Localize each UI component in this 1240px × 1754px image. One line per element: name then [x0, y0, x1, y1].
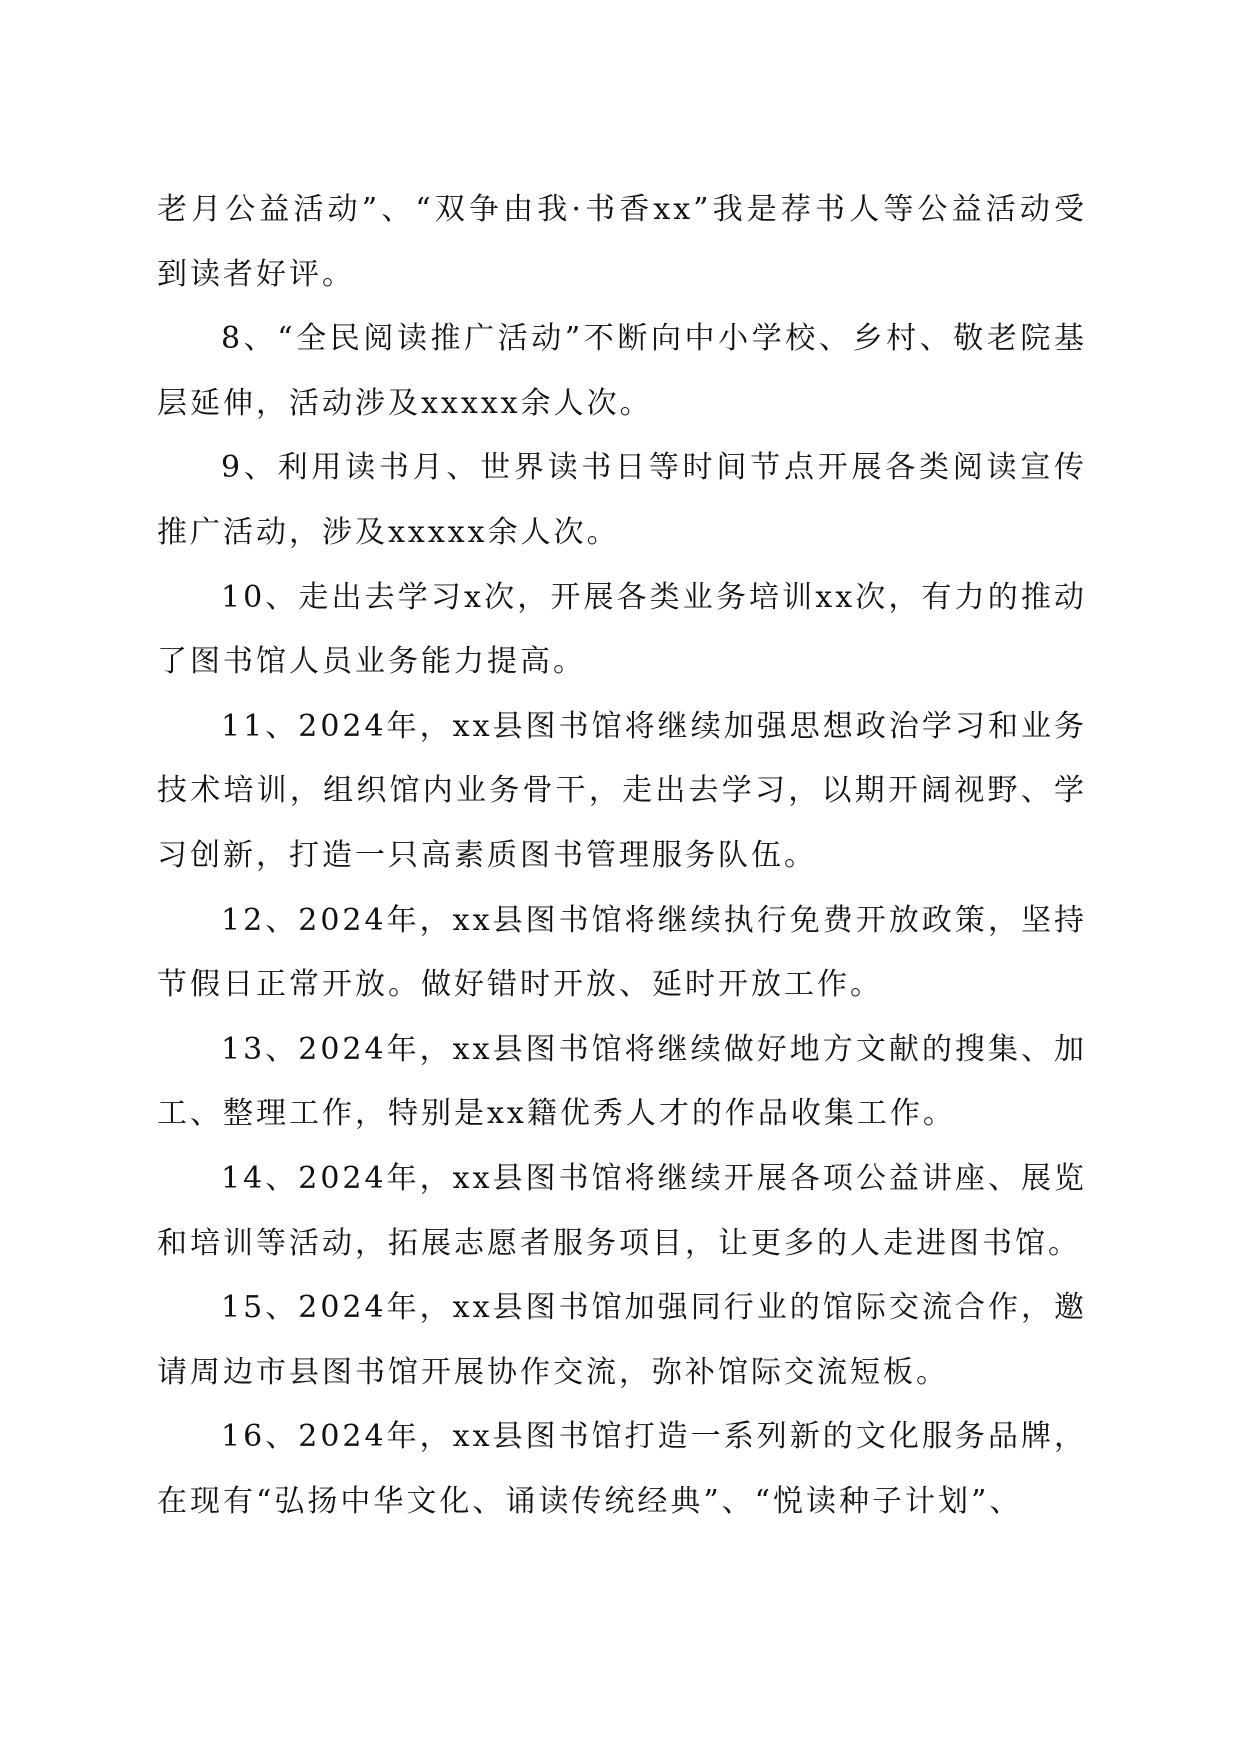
paragraph-item-12: 12、2024年，xx县图书馆将继续执行免费开放政策，坚持节假日正常开放。做好错时开放、延时开放工作。	[157, 902, 1087, 1003]
paragraph-item-14: 14、2024年，xx县图书馆将继续开展各项公益讲座、展览和培训等活动，拓展志愿者服务项目，让更多的人走进图书馆。	[157, 1160, 1087, 1261]
paragraph-item-13: 13、2024年，xx县图书馆将继续做好地方文献的搜集、加工、整理工作，特别是xx籍优秀人才的作品收集工作。	[157, 1031, 1087, 1132]
paragraph-item-10: 10、走出去学习x次，开展各类业务培训xx次，有力的推动了图书馆人员业务能力提高。	[157, 579, 1087, 680]
paragraph-item-11: 11、2024年，xx县图书馆将继续加强思想政治学习和业务技术培训，组织馆内业务骨干，走出去学习，以期开阔视野、学习创新，打造一只高素质图书管理服务队伍。	[157, 708, 1087, 873]
paragraph-item-8: 8、“全民阅读推广活动”不断向中小学校、乡村、敬老院基层延伸，活动涉及xxxxx余人次。	[157, 321, 1087, 421]
document-body	[157, 178, 1087, 1534]
paragraph-item-16: 16、2024年，xx县图书馆打造一系列新的文化服务品牌，在现有“弘扬中华文化、诵读传统经典”、“悦读种子计划”、	[157, 1419, 1087, 1519]
paragraph-item-15: 15、2024年，xx县图书馆加强同行业的馆际交流合作，邀请周边市县图书馆开展协作交流，弥补馆际交流短板。	[157, 1290, 1087, 1390]
paragraph-item-9: 9、利用读书月、世界读书日等时间节点开展各类阅读宣传推广活动，涉及xxxxx余人次。	[157, 450, 1087, 550]
paragraph-continuation: 老月公益活动”、“双争由我·书香xx”我是荐书人等公益活动受到读者好评。	[157, 192, 1087, 292]
